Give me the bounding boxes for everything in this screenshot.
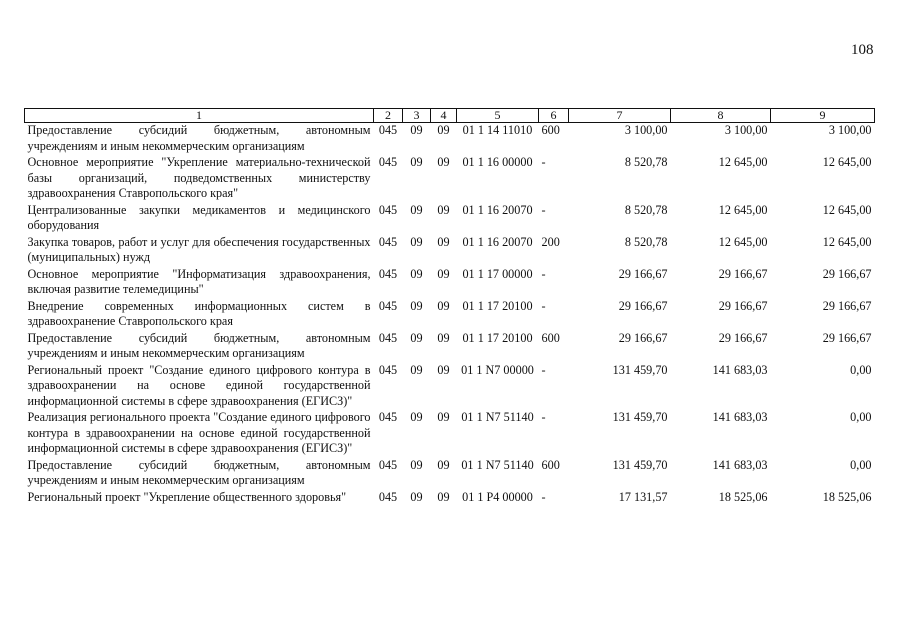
amount-col-8: 29 166,67 bbox=[718, 266, 768, 281]
column-header-8: 8 bbox=[671, 109, 771, 123]
table-row bbox=[25, 155, 875, 203]
column-header-1: 1 bbox=[25, 109, 374, 123]
table-row bbox=[25, 267, 875, 299]
target-article-code: 01 1 N7 00000 bbox=[461, 362, 534, 377]
amount-col-7: 29 166,67 bbox=[618, 266, 668, 281]
amount-col-7: 8 520,78 bbox=[624, 202, 668, 217]
amount-col-8: 12 645,00 bbox=[718, 234, 768, 249]
amount-col-9: 12 645,00 bbox=[822, 202, 872, 217]
ministry-code: 045 bbox=[378, 457, 398, 472]
row-description: Основное мероприятие "Укрепление материально-технической базы организаций, подведомственных министерству здравоохранения Ставропольского края" bbox=[27, 155, 371, 200]
row-description: Закупка товаров, работ и услуг для обеспечения государственных (муниципальных) нужд bbox=[27, 234, 371, 264]
subsection-code: 09 bbox=[437, 234, 450, 249]
target-article-code: 01 1 N7 51140 bbox=[461, 457, 534, 472]
amount-col-7: 8 520,78 bbox=[624, 234, 668, 249]
ministry-code: 045 bbox=[378, 410, 398, 424]
section-code: 09 bbox=[410, 123, 423, 137]
row-description: Региональный проект "Создание единого цифрового контура в здравоохранении на основе единой государственной информационной системы в сфере здравоохранения (ЕГИСЗ)" bbox=[27, 362, 371, 408]
amount-col-7: 8 520,78 bbox=[624, 155, 668, 169]
amount-col-9: 3 100,00 bbox=[828, 123, 872, 137]
row-description: Реализация регионального проекта "Создание единого цифрового контура в здравоохранении на основе единой государственной информационной системы в сфере здравоохранения (ЕГИСЗ)" bbox=[27, 410, 371, 455]
amount-col-9: 0,00 bbox=[850, 410, 872, 424]
ministry-code: 045 bbox=[378, 489, 398, 504]
amount-col-9: 29 166,67 bbox=[822, 330, 872, 345]
table-row bbox=[25, 299, 875, 331]
expense-type-code: - bbox=[541, 266, 546, 281]
amount-col-9: 0,00 bbox=[850, 457, 872, 472]
amount-col-7: 131 459,70 bbox=[612, 457, 668, 472]
target-article-code: 01 1 16 00000 bbox=[462, 155, 533, 169]
row-description: Предоставление субсидий бюджетным, автономным учреждениям и иным некоммерческим организациям bbox=[27, 457, 371, 487]
amount-col-7: 29 166,67 bbox=[618, 330, 668, 345]
expense-type-code: - bbox=[541, 410, 546, 424]
expense-type-code: 600 bbox=[541, 457, 560, 472]
column-header-9: 9 bbox=[771, 109, 875, 123]
expense-type-code: 200 bbox=[541, 234, 560, 249]
subsection-code: 09 bbox=[437, 410, 450, 424]
ministry-code: 045 bbox=[378, 362, 398, 377]
row-description: Централизованные закупки медикаментов и медицинского оборудования bbox=[27, 202, 371, 232]
subsection-code: 09 bbox=[437, 202, 450, 217]
expense-type-code: 600 bbox=[541, 330, 560, 345]
column-header-7: 7 bbox=[569, 109, 671, 123]
target-article-code: 01 1 17 20100 bbox=[462, 298, 533, 313]
amount-col-9: 12 645,00 bbox=[822, 234, 872, 249]
ministry-code: 045 bbox=[378, 330, 398, 345]
table-row bbox=[25, 458, 875, 490]
row-description: Основное мероприятие "Информатизация здравоохранения, включая развитие телемедицины" bbox=[27, 266, 371, 296]
ministry-code: 045 bbox=[378, 234, 398, 249]
target-article-code: 01 1 16 20070 bbox=[462, 202, 533, 217]
row-description: Предоставление субсидий бюджетным, автономным учреждениям и иным некоммерческим организациям bbox=[27, 123, 371, 153]
amount-col-9: 12 645,00 bbox=[822, 155, 872, 169]
subsection-code: 09 bbox=[437, 155, 450, 169]
expense-type-code: 600 bbox=[541, 123, 560, 137]
section-code: 09 bbox=[410, 298, 423, 313]
ministry-code: 045 bbox=[378, 123, 398, 137]
column-header-3: 3 bbox=[403, 109, 431, 123]
amount-col-8: 3 100,00 bbox=[724, 123, 768, 137]
section-code: 09 bbox=[410, 155, 423, 169]
subsection-code: 09 bbox=[437, 330, 450, 345]
expense-type-code: - bbox=[541, 202, 546, 217]
section-code: 09 bbox=[410, 266, 423, 281]
amount-col-9: 29 166,67 bbox=[822, 266, 872, 281]
amount-col-8: 18 525,06 bbox=[718, 489, 768, 504]
ministry-code: 045 bbox=[378, 266, 398, 281]
subsection-code: 09 bbox=[437, 298, 450, 313]
amount-col-8: 141 683,03 bbox=[712, 362, 768, 377]
section-code: 09 bbox=[410, 457, 423, 472]
section-code: 09 bbox=[410, 330, 423, 345]
section-code: 09 bbox=[410, 362, 423, 377]
section-code: 09 bbox=[410, 202, 423, 217]
target-article-code: 01 1 N7 51140 bbox=[461, 410, 534, 424]
ministry-code: 045 bbox=[378, 298, 398, 313]
column-header-6: 6 bbox=[539, 109, 569, 123]
amount-col-7: 29 166,67 bbox=[618, 298, 668, 313]
amount-col-7: 131 459,70 bbox=[612, 410, 668, 424]
amount-col-8: 141 683,03 bbox=[712, 410, 768, 424]
row-description: Региональный проект "Укрепление общественного здоровья" bbox=[27, 489, 347, 504]
table-row bbox=[25, 235, 875, 267]
target-article-code: 01 1 17 20100 bbox=[462, 330, 533, 345]
section-code: 09 bbox=[410, 234, 423, 249]
subsection-code: 09 bbox=[437, 489, 450, 504]
section-code: 09 bbox=[410, 489, 423, 504]
page-number: 108 bbox=[851, 42, 874, 58]
subsection-code: 09 bbox=[437, 362, 450, 377]
row-description: Предоставление субсидий бюджетным, автономным учреждениям и иным некоммерческим организациям bbox=[27, 330, 371, 360]
budget-table bbox=[24, 108, 875, 506]
header-row bbox=[25, 109, 875, 123]
target-article-code: 01 1 16 20070 bbox=[462, 234, 533, 249]
amount-col-7: 17 131,57 bbox=[618, 489, 668, 504]
ministry-code: 045 bbox=[378, 155, 398, 169]
expense-type-code: - bbox=[541, 362, 546, 377]
expense-type-code: - bbox=[541, 489, 546, 504]
expense-type-code: - bbox=[541, 298, 546, 313]
amount-col-8: 12 645,00 bbox=[718, 155, 768, 169]
amount-col-9: 18 525,06 bbox=[822, 489, 872, 504]
expense-type-code: - bbox=[541, 155, 546, 169]
amount-col-8: 29 166,67 bbox=[718, 298, 768, 313]
table-row bbox=[25, 363, 875, 411]
amount-col-7: 131 459,70 bbox=[612, 362, 668, 377]
amount-col-9: 0,00 bbox=[850, 362, 872, 377]
amount-col-8: 29 166,67 bbox=[718, 330, 768, 345]
ministry-code: 045 bbox=[378, 202, 398, 217]
subsection-code: 09 bbox=[437, 266, 450, 281]
target-article-code: 01 1 14 11010 bbox=[462, 123, 533, 137]
column-header-5: 5 bbox=[457, 109, 539, 123]
amount-col-8: 12 645,00 bbox=[718, 202, 768, 217]
target-article-code: 01 1 P4 00000 bbox=[462, 489, 533, 504]
table-row bbox=[25, 410, 875, 458]
column-header-2: 2 bbox=[374, 109, 403, 123]
row-description: Внедрение современных информационных систем в здравоохранение Ставропольского края bbox=[27, 298, 371, 328]
target-article-code: 01 1 17 00000 bbox=[462, 266, 533, 281]
amount-col-9: 29 166,67 bbox=[822, 298, 872, 313]
subsection-code: 09 bbox=[437, 457, 450, 472]
table-row bbox=[25, 490, 875, 507]
table-row bbox=[25, 123, 875, 156]
table-row bbox=[25, 331, 875, 363]
column-header-4: 4 bbox=[431, 109, 457, 123]
table-body bbox=[25, 123, 875, 507]
table-row bbox=[25, 203, 875, 235]
amount-col-7: 3 100,00 bbox=[624, 123, 668, 137]
section-code: 09 bbox=[410, 410, 423, 424]
amount-col-8: 141 683,03 bbox=[712, 457, 768, 472]
subsection-code: 09 bbox=[437, 123, 450, 137]
